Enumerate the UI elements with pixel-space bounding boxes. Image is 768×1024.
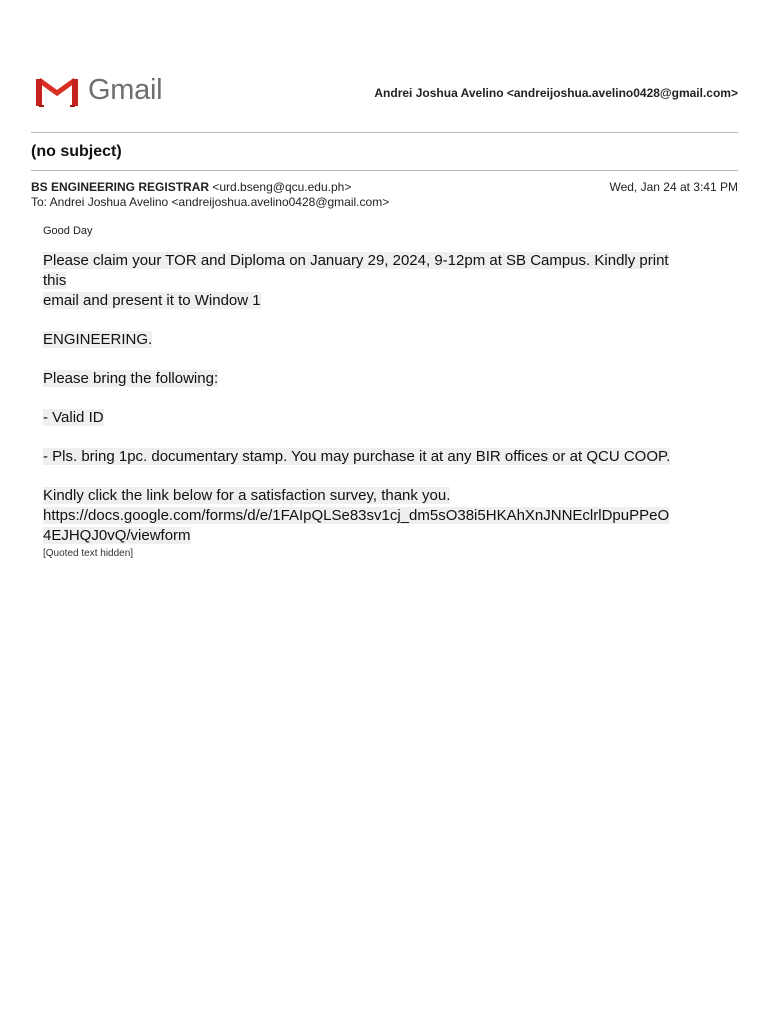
body-line: - Valid ID xyxy=(43,409,104,426)
recipient-line: To: Andrei Joshua Avelino <andreijoshua.avelino0428@gmail.com> xyxy=(31,195,390,209)
email-body xyxy=(43,224,683,560)
body-line: email and present it to Window 1 xyxy=(43,292,261,309)
gmail-logo-icon xyxy=(36,74,78,108)
sender-email: <urd.bseng@qcu.edu.ph> xyxy=(212,180,352,194)
body-line: - Pls. bring 1pc. documentary stamp. You may purchase it at any BIR offices or at QCU COOP. xyxy=(43,448,671,465)
quoted-text-hidden[interactable]: [Quoted text hidden] xyxy=(43,548,134,559)
survey-link[interactable]: https://docs.google.com/forms/d/e/1FAIpQLSe83sv1cj_dm5sO38i5HKAhXnJNNEclrlDpuPPeO xyxy=(43,507,670,524)
greeting: Good Day xyxy=(43,225,93,237)
email-meta xyxy=(31,180,738,210)
subject-divider xyxy=(31,170,738,171)
body-paragraph-requirements-intro xyxy=(43,369,683,389)
body-line: Please claim your TOR and Diploma on January 29, 2024, 9-12pm at SB Campus. Kindly print this xyxy=(43,252,669,289)
email-date: Wed, Jan 24 at 3:41 PM xyxy=(609,180,738,194)
survey-link-continued[interactable]: 4EJHQJ0vQ/viewform xyxy=(43,527,191,544)
body-paragraph-department xyxy=(43,330,683,350)
body-paragraph-claim xyxy=(43,251,683,311)
body-line: Kindly click the link below for a satisfaction survey, thank you. xyxy=(43,487,451,504)
email-subject: (no subject) xyxy=(31,143,122,160)
body-line: Please bring the following: xyxy=(43,370,219,387)
gmail-header xyxy=(31,70,738,118)
body-paragraph-valid-id xyxy=(43,408,683,428)
body-line: ENGINEERING. xyxy=(43,331,153,348)
gmail-wordmark: Gmail xyxy=(88,74,163,106)
header-divider xyxy=(31,132,738,133)
sender-name: BS ENGINEERING REGISTRAR xyxy=(31,180,210,194)
body-paragraph-survey xyxy=(43,486,683,546)
account-label: Andrei Joshua Avelino <andreijoshua.avelino0428@gmail.com> xyxy=(374,86,738,100)
body-paragraph-stamp xyxy=(43,447,683,467)
